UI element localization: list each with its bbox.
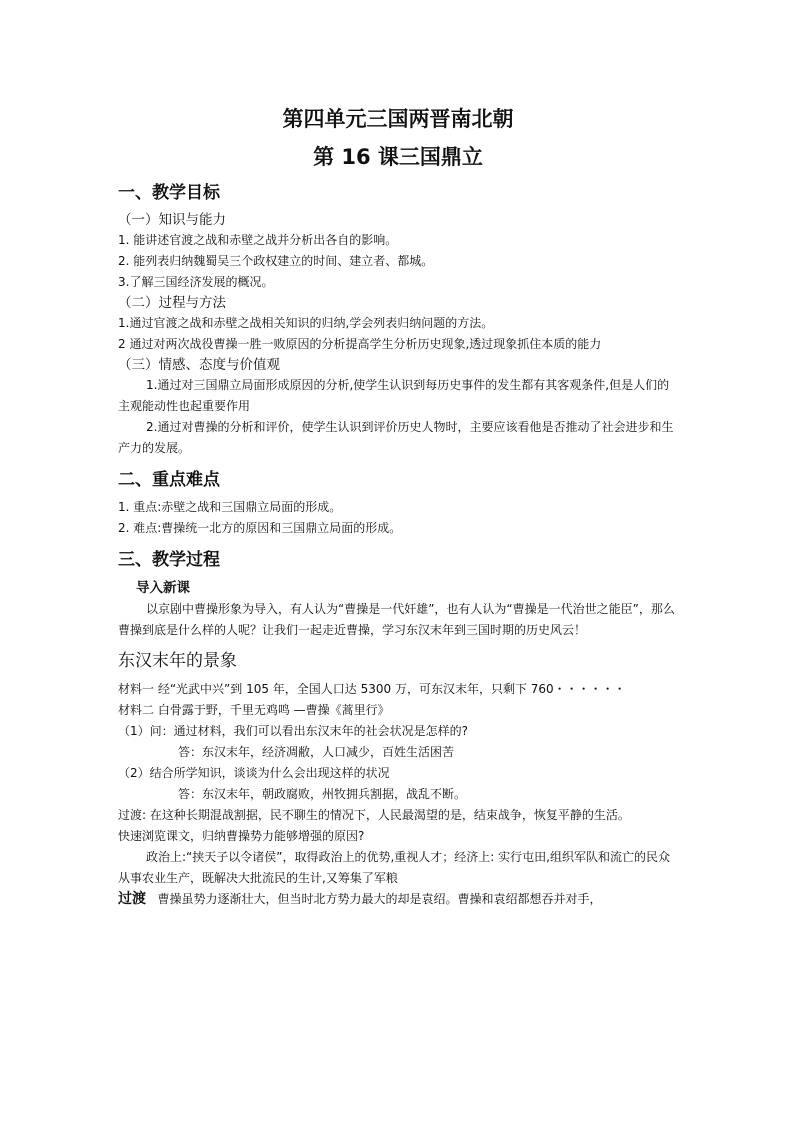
question-2: （2）结合所学知识，谈谈为什么会出现这样的状况 [118,766,390,780]
keypoint-2: 2. 难点:曹操统一北方的原因和三国鼎立局面的形成。 [118,521,402,535]
transition-2 [118,889,678,910]
answer-2: 答：东汉末年，朝政腐败，州牧拥兵割据，战乱不断。 [178,787,467,801]
section-heading-process: 三、教学过程 [118,550,220,570]
scene-heading: 东汉末年的景象 [118,651,237,671]
intro-heading: 导入新课 [136,580,190,596]
answer-1: 答：东汉末年，经济凋敝，人口减少，百姓生活困苦 [178,745,455,759]
keypoint-1: 1. 重点:赤壁之战和三国鼎立局面的形成。 [118,500,342,514]
objective-1: 1. 能讲述官渡之战和赤壁之战并分析出各自的影响。 [118,233,398,247]
values-1: 1.通过对三国鼎立局面形成原因的分析,使学生认识到每历史事件的发生都有其客观条件,但是人们的主观能动性也起重要作用 [118,378,670,413]
document-page [118,96,678,910]
intro-text: 以京剧中曹操形象为导入，有人认为“曹操是一代奸雄”，也有人认为“曹操是一代治世之能臣”，那么曹操到底是什么样的人呢？让我们一起走近曹操，学习东汉末年到三国时期的历史风云！ [118,602,675,637]
subheading-process: （二）过程与方法 [118,295,226,311]
subheading-knowledge: （一）知识与能力 [118,212,226,228]
objective-2: 2. 能列表归纳魏蜀吴三个政权建立的时间、建立者、都城。 [118,254,434,268]
transition-label: 过渡 [118,891,146,907]
values-2: 2.通过对曹操的分析和评价，使学生认识到评价历史人物时，主要应该看他是否推动了社会进步和生产力的发展。 [118,420,674,455]
lesson-title: 第 16 课三国鼎立 [313,145,483,169]
politics-economy: 政治上:“挟天子以令诸侯”，取得政治上的优势,重视人才；经济上: 实行屯田,组织军队和流亡的民众从事农业生产，既解决大批流民的生计,又筹集了军粮 [118,850,670,885]
material-1: 材料一 经“光武中兴”到 105 年，全国人口达 5300 万，可东汉末年，只剩下 760・・・・・・ [118,682,626,696]
material-2: 材料二 白骨露于野，千里无鸡鸣 —曹操《蒿里行》 [118,703,390,717]
transition-1: 过渡: 在这种长期混战割据，民不聊生的情况下，人民最渴望的是，结束战争，恢复平静的生活。 [118,808,630,822]
subheading-values: （三）情感、态度与价值观 [118,357,280,373]
process-2: 2 通过对两次战役曹操一胜一败原因的分析提高学生分析历史现象,透过现象抓住本质的能力 [118,337,602,351]
question-1: （1）问：通过材料，我们可以看出东汉末年的社会状况是怎样的? [118,724,469,738]
transition-2-text: 曹操虽势力逐渐壮大，但当时北方势力最大的却是袁绍。曹操和袁绍都想吞并对手， [157,892,602,906]
unit-title: 第四单元三国两晋南北朝 [282,107,514,131]
process-1: 1.通过官渡之战和赤壁之战相关知识的归纳,学会列表归纳问题的方法。 [118,316,494,330]
section-heading-objectives: 一、教学目标 [118,183,220,203]
section-heading-keypoints: 二、重点难点 [118,470,220,490]
question-3: 快速浏览课文，归纳曹操势力能够增强的原因? [118,829,365,843]
objective-3: 3.了解三国经济发展的概况。 [118,275,274,289]
